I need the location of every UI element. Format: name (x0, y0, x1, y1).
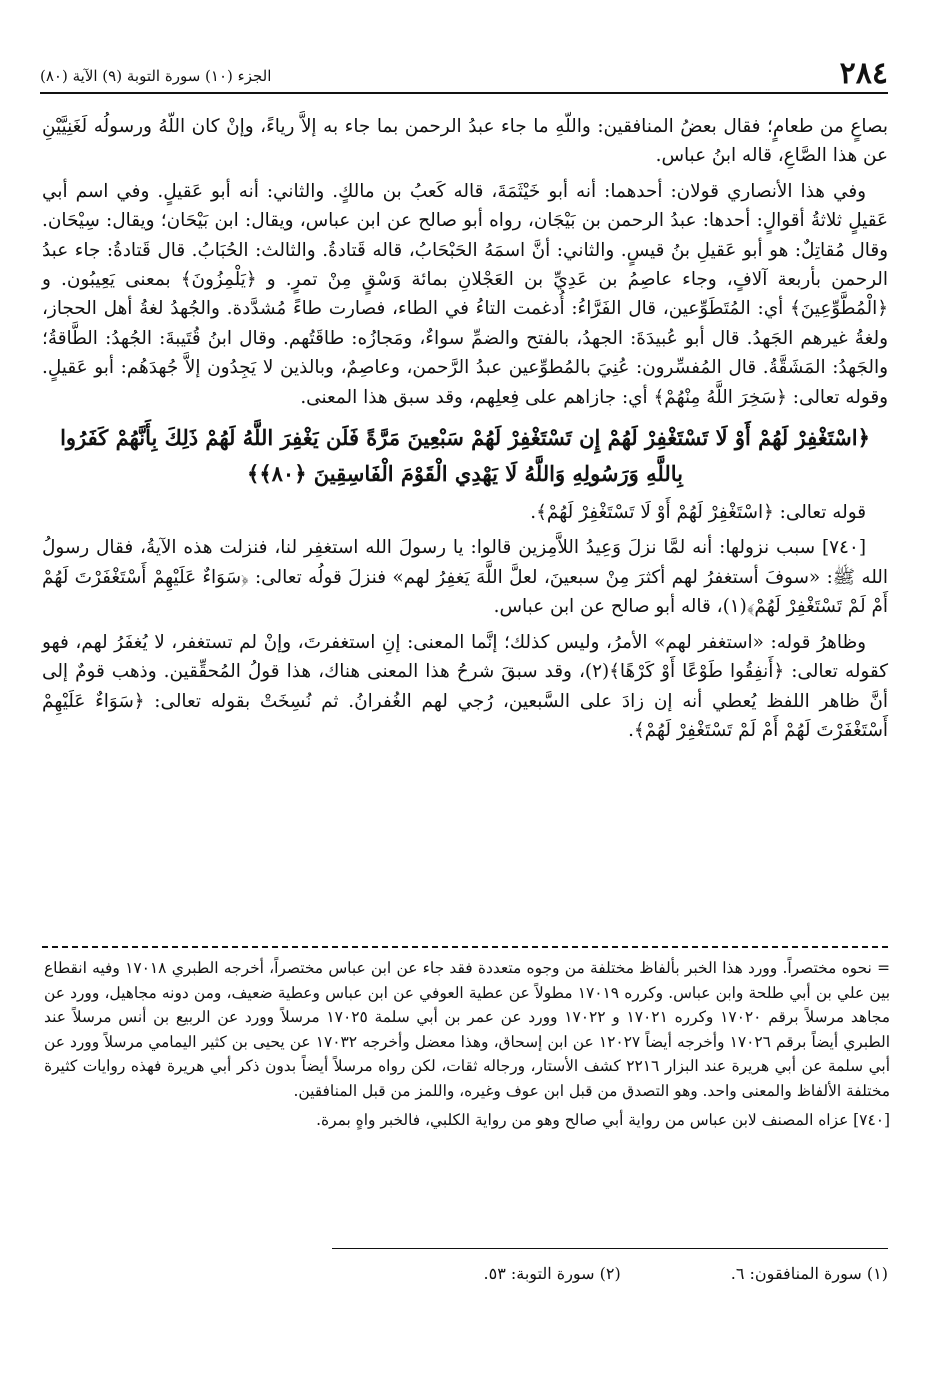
footnote-rule (332, 1248, 888, 1249)
commentary-meaning: وظاهرُ قوله: «استغفر لهم» الأمرُ، وليس كذلك؛ إنَّما المعنى: إنِ استغفرتَ، وإنْ لم تستغفر، لا يُغفَرُ لهم، فهو كقوله تعالى: ﴿أَنفِقُوا طَوْعًا أَوْ كَرْهًا﴾(٢)، وقد سبقَ شرحُ هذا المعنى هناك، هذا قولُ المُحقِّقين. وذهب قومٌ إلى أنَّ ظاهر اللفظ يُعطي أنه إن زادَ على السَّبعين، رُجي لهم الغُفرانُ. ثم نُسِخَتْ بقوله تعالى: ﴿سَوَاءٌ عَلَيْهِمْ أَسْتَغْفَرْتَ لَهُمْ أَمْ لَمْ تَسْتَغْفِرْ لَهُمْ﴾. (42, 631, 888, 741)
notes-divider (42, 946, 888, 948)
note-item: = نحوه مختصراً. وورد هذا الخبر بألفاظ مختلفة من وجوه متعددة فقد جاء عن ابن عباس مختصراً، أخرجه الطبري ١٧٠١٨ وفيه انقطاع بين علي بن أبي طلحة وابن عباس. وكرره ١٧٠١٩ مطولاً عن عطية العوفي عن ابن عباس وعطية ضعيف، ومن دونه مجاهيل، وورد عن مجاهد مرسلاً برقم ١٧٠٢٠ وكرره ١٧٠٢١ و ١٧٠٢٢ وورد عن عمر بن أبي سلمة ١٧٠٢٥ مرسلاً وورد عن الربيع بن أنس مرسلاً عند الطبري أيضاً برقم ١٧٠٢٦ وأخرجه أيضاً ١٢٠٢٧ عن ابن إسحاق، وهذا معضل وأخرجه ١٧٠٣٢ عن يحيى بن كثير اليمامي مرسلاً وورد عن أبي سلمة عن أبي هريرة عند البزار ٢٢١٦ كشف الأستار، ورجاله ثقات، لكن رواه مرسلاً أيضاً بدون ذكر أبي هريرة فهذه روايات كثيرة مختلفة الألفاظ والمعنى واحد. وهو التصدق من قبل ابن عوف وغيره، واللمز من قبل المنافقين. (44, 959, 891, 1100)
quran-verse: ﴿اسْتَغْفِرْ لَهُمْ أَوْ لَا تَسْتَغْفِرْ لَهُمْ إِن تَسْتَغْفِرْ لَهُمْ سَبْعِينَ مَرَّةً فَلَن يَغْفِرَ اللَّهُ لَهُمْ ذَلِكَ بِأَنَّهُمْ كَفَرُوا بِاللَّهِ وَرَسُولِهِ وَاللَّهُ لَا يَهْدِي الْقَوْمَ الْفَاسِقِينَ ﴿٨٠﴾﴾ (60, 425, 870, 487)
paragraph-ansari: وفي هذا الأنصاري قولان: أحدهما: أنه أبو خَيْثَمَةَ، قاله كَعبُ بن مالكٍ. والثاني: أنه أبو عَقيلٍ. وفي اسم أبي عَقيلٍ ثلاثةُ أقوالٍ: أحدها: عبدُ الرحمن بن بَيْجَان، رواه أبو صالح عن ابن عباس، ويقال: ابن بَيْحَان؛ ويقال: سِيْحَان. وقال مُقاتِلٌ: هو أبو عَقيلِ بنُ قيسٍ. والثاني: أنَّ اسمَهُ الحَبْحَابُ، قاله قَتادةُ. والثالث: الحُبَابُ. قال قَتادةُ: جاء عبدُ الرحمن بأربعة آلافٍ، وجاء عاصِمُ بن عَدِيِّ بن العَجْلانِ بمائة وَسْقٍ مِنْ تمرٍ. و ﴿يَلْمِزُونَ﴾ بمعنى يَعِيبُون. و ﴿الْمُطَّوِّعِينَ﴾ أي: المُتَطَوِّعين، قال الفَرَّاءُ: أُدغمت التاءُ في الطاء، فصارت طاءً مُشدَّدة. والجُهدُ لغةُ أهل الحجاز، ولغةُ غيرهم الجَهدُ. قال أبو عُبيدَةَ: الجهدُ، بالفتح والضمِّ سواءٌ، ومَجازُه: طاقَتُهم. وقال ابنُ قُتَيبةَ: الجُهدُ: الطَّاقةُ؛ والجَهدُ: المَشَقَّةُ. قال المُفسِّرون: عُنِيَ بالمُطوِّعين عبدُ الرَّحمن، وعاصِمٌ، وبالذين لا يَجِدُون إلاَّ جُهدَهُم: أبو عَقيلٍ. وقوله تعالى: ﴿سَخِرَ اللَّهُ مِنْهُمْ﴾ أي: جازاهم على فِعلِهم، وقد سبق هذا المعنى. (42, 180, 888, 408)
main-text (42, 112, 888, 751)
footnotes (42, 1264, 888, 1283)
paragraph-opening: بصاعٍ من طعامٍ؛ فقال بعضُ المنافقين: واللّهِ ما جاء عبدُ الرحمن بما جاء به إلاَّ رياءً، وإنْ كان اللّهُ ورسولُه لَغَنِيَّيْنِ عن هذا الصَّاعِ، قاله ابنُ عباس. (42, 116, 888, 167)
page-number: ٢٨٤ (839, 56, 888, 91)
commentary-revelation-cause: [٧٤٠] سبب نزولها: أنه لمَّا نزلَ وَعِيدُ اللاَّمِزين قالوا: يا رسولَ الله استغفِر لنا، فنزلت هذه الآيةُ، فقال رسولُ الله ﷺ: «سوفَ أستغفرُ لهم أكثرَ مِنْ سبعينَ، لعلَّ اللَّهَ يَغفِرُ لهم» فنزلَ قولُه تعالى: ﴿سَوَاءٌ عَلَيْهِمْ أَسْتَغْفَرْتَ لَهُمْ أَمْ لَمْ تَسْتَغْفِرْ لَهُمْ﴾(١)، قاله أبو صالح عن ابن عباس. (42, 537, 888, 618)
hadith-notes (44, 956, 890, 1136)
commentary-heading: قوله تعالى: ﴿اسْتَغْفِرْ لَهُمْ أَوْ لَا تَسْتَغْفِرْ لَهُمْ﴾. (530, 502, 866, 524)
running-title: الجزء (١٠) سورة التوبة (٩) الآية (٨٠) (40, 67, 272, 85)
footnote-2: (٢) سورة التوبة: ٥٣. (483, 1264, 621, 1283)
note-item: [٧٤٠] عزاه المصنف لابن عباس من رواية أبي صالح وهو من رواية الكلبي، فالخبر واهٍ بمرة. (316, 1110, 890, 1129)
page-header (40, 52, 888, 94)
footnote-1: (١) سورة المنافقون: ٦. (730, 1264, 888, 1283)
